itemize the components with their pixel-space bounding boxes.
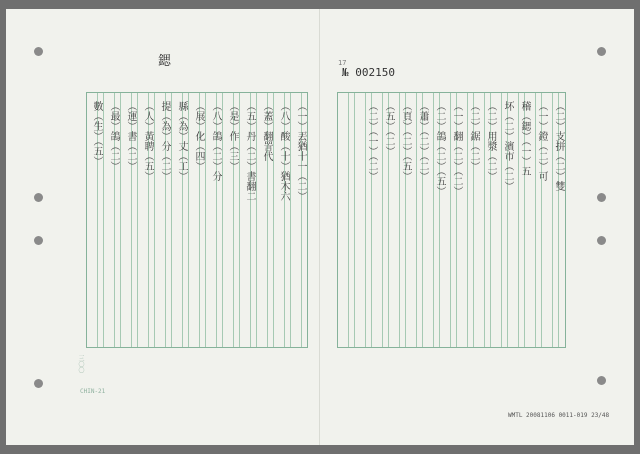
binding-hole-right-mid (597, 193, 606, 202)
right-column: （二）（一）（二） (366, 101, 377, 181)
left-column: 提（為）分（二） (159, 101, 170, 181)
right-manuscript-grid (337, 92, 566, 348)
left-column: （最）鴿（二） (108, 101, 119, 171)
page-heading: 鍶 (158, 54, 172, 69)
binding-hole-left-top (34, 47, 43, 56)
binding-hole-right-top (597, 47, 606, 56)
center-fold (319, 9, 320, 445)
binding-hole-right-bottom (597, 376, 606, 385)
margin-mark: 三〇〇 (77, 355, 84, 373)
catalog-number: WMTL 20081106 0011-019 23/48 (508, 412, 610, 419)
right-column: 稽（鍶）（一）五 (519, 101, 530, 176)
binding-hole-left-bottom (34, 379, 43, 388)
right-column: （一）翻（二）（二） (451, 101, 462, 196)
right-column: （一）鐙（二）可 (536, 101, 547, 181)
right-column: 坏（二）濱市（二） (502, 101, 513, 191)
left-column: 數（生）（五） (91, 101, 102, 166)
right-column: （頁）（二）（五） (400, 101, 411, 181)
right-column: （二）鋸（二） (468, 101, 479, 171)
left-column: （八）鴿（二）分 (210, 101, 221, 181)
serial-prefix: 17 (338, 59, 347, 67)
right-column: （二）用漿（二） (485, 101, 496, 181)
left-manuscript-grid (86, 92, 308, 348)
left-column: （八）酸（十）猶木六 (278, 101, 289, 201)
serial-value: № 002150 (342, 66, 395, 79)
right-column: （蕭）（二）（二） (417, 101, 428, 181)
paper-footer-code: CHIN-21 (80, 388, 106, 395)
right-column: （二）鴿（二）（五） (434, 101, 445, 196)
right-column: （二）支拼（二）雙 (553, 101, 564, 191)
binding-hole-left-low (34, 236, 43, 245)
left-column: （運）書（二） (125, 101, 136, 171)
left-column: （是）作（三） (227, 101, 238, 171)
left-column: （人）黃聘（五） (142, 101, 153, 181)
binding-hole-left-mid (34, 193, 43, 202)
left-column: 縣（為）丈（工） (176, 101, 187, 181)
left-column: （五）丹（二）書翻二 (244, 101, 255, 201)
serial-number (338, 59, 395, 79)
binding-hole-right-low (597, 236, 606, 245)
left-column: （一）丟猶十一（二） (295, 101, 306, 201)
left-column: （展）化（四） (193, 101, 204, 171)
right-column: （五）（二） (383, 101, 394, 156)
left-column: （蓋）翻詈代 (261, 101, 272, 161)
